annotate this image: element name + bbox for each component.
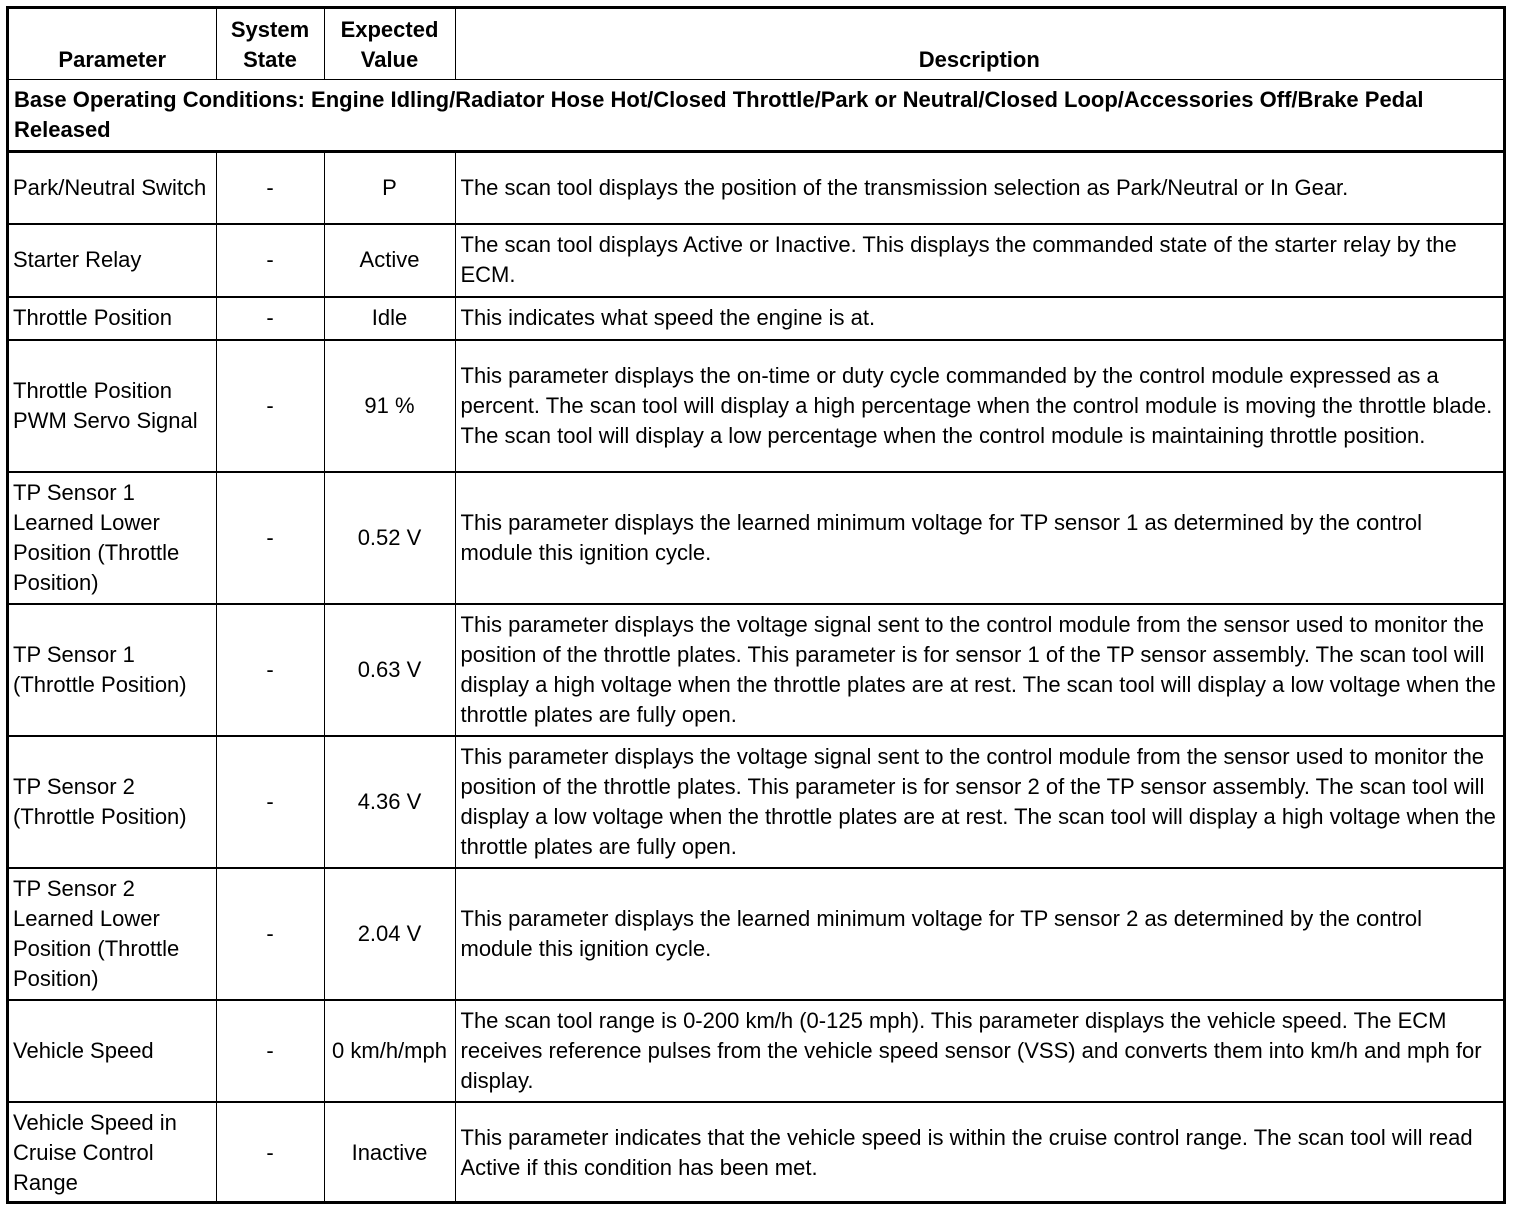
parameter-cell: Vehicle Speed bbox=[9, 1000, 216, 1102]
system-state-cell: - bbox=[216, 224, 324, 297]
description-cell: This parameter displays the voltage signal sent to the control module from the sensor used to monitor the position of the throttle plates. This parameter is for sensor 1 of the TP sensor assembly. The scan tool will display a high voltage when the throttle plates are at rest. The scan tool will display a low voltage when the throttle plates are fully open. bbox=[455, 604, 1503, 736]
header-system-state: System State bbox=[216, 9, 324, 80]
base-operating-conditions: Base Operating Conditions: Engine Idling/Radiator Hose Hot/Closed Throttle/Park or Neutral/Closed Loop/Accessories Off/Brake Pedal Released bbox=[9, 80, 1503, 152]
parameter-cell: Park/Neutral Switch bbox=[9, 152, 216, 224]
description-cell: This parameter displays the on-time or duty cycle commanded by the control module expressed as a percent. The scan tool will display a high percentage when the control module is moving the throttle blade. The scan tool will display a low percentage when the control module is maintaining throttle position. bbox=[455, 340, 1503, 472]
system-state-cell: - bbox=[216, 472, 324, 604]
header-row bbox=[9, 9, 1503, 80]
parameter-cell: Throttle Position PWM Servo Signal bbox=[9, 340, 216, 472]
parameter-cell: TP Sensor 1 (Throttle Position) bbox=[9, 604, 216, 736]
header-description: Description bbox=[455, 9, 1503, 80]
parameter-cell: Throttle Position bbox=[9, 297, 216, 340]
system-state-cell: - bbox=[216, 868, 324, 1000]
table-row bbox=[9, 604, 1503, 736]
expected-value-cell: Active bbox=[324, 224, 455, 297]
description-cell: The scan tool range is 0-200 km/h (0-125 mph). This parameter displays the vehicle speed. The ECM receives reference pulses from the vehicle speed sensor (VSS) and converts them into km/h and mph for display. bbox=[455, 1000, 1503, 1102]
system-state-cell: - bbox=[216, 1102, 324, 1204]
description-cell: The scan tool displays the position of the transmission selection as Park/Neutral or In Gear. bbox=[455, 152, 1503, 224]
system-state-cell: - bbox=[216, 1000, 324, 1102]
parameter-cell: TP Sensor 2 (Throttle Position) bbox=[9, 736, 216, 868]
description-cell: This parameter indicates that the vehicle speed is within the cruise control range. The scan tool will read Active if this condition has been met. bbox=[455, 1102, 1503, 1204]
table-row bbox=[9, 297, 1503, 340]
expected-value-cell: Idle bbox=[324, 297, 455, 340]
table-row bbox=[9, 340, 1503, 472]
description-cell: This parameter displays the learned minimum voltage for TP sensor 1 as determined by the control module this ignition cycle. bbox=[455, 472, 1503, 604]
expected-value-cell: 0.63 V bbox=[324, 604, 455, 736]
system-state-cell: - bbox=[216, 736, 324, 868]
data-table bbox=[9, 9, 1503, 1204]
parameter-cell: Starter Relay bbox=[9, 224, 216, 297]
system-state-cell: - bbox=[216, 340, 324, 472]
table-row bbox=[9, 868, 1503, 1000]
header-parameter: Parameter bbox=[9, 9, 216, 80]
expected-value-cell: 0.52 V bbox=[324, 472, 455, 604]
description-cell: This parameter displays the learned minimum voltage for TP sensor 2 as determined by the control module this ignition cycle. bbox=[455, 868, 1503, 1000]
scan-tool-data-table bbox=[6, 6, 1506, 1204]
table-row bbox=[9, 472, 1503, 604]
header-expected-value: Expected Value bbox=[324, 9, 455, 80]
expected-value-cell: P bbox=[324, 152, 455, 224]
system-state-cell: - bbox=[216, 152, 324, 224]
expected-value-cell: 2.04 V bbox=[324, 868, 455, 1000]
parameter-cell: TP Sensor 2 Learned Lower Position (Throttle Position) bbox=[9, 868, 216, 1000]
system-state-cell: - bbox=[216, 604, 324, 736]
parameter-cell: TP Sensor 1 Learned Lower Position (Throttle Position) bbox=[9, 472, 216, 604]
expected-value-cell: 0 km/h/mph bbox=[324, 1000, 455, 1102]
expected-value-cell: Inactive bbox=[324, 1102, 455, 1204]
parameter-cell: Vehicle Speed in Cruise Control Range bbox=[9, 1102, 216, 1204]
table-row bbox=[9, 1000, 1503, 1102]
expected-value-cell: 4.36 V bbox=[324, 736, 455, 868]
description-cell: The scan tool displays Active or Inactive. This displays the commanded state of the starter relay by the ECM. bbox=[455, 224, 1503, 297]
system-state-cell: - bbox=[216, 297, 324, 340]
table-row bbox=[9, 224, 1503, 297]
table-row bbox=[9, 736, 1503, 868]
expected-value-cell: 91 % bbox=[324, 340, 455, 472]
description-cell: This indicates what speed the engine is at. bbox=[455, 297, 1503, 340]
conditions-row bbox=[9, 80, 1503, 152]
table-row bbox=[9, 152, 1503, 224]
description-cell: This parameter displays the voltage signal sent to the control module from the sensor used to monitor the position of the throttle plates. This parameter is for sensor 2 of the TP sensor assembly. The scan tool will display a low voltage when the throttle plates are at rest. The scan tool will display a high voltage when the throttle plates are fully open. bbox=[455, 736, 1503, 868]
table-row bbox=[9, 1102, 1503, 1204]
